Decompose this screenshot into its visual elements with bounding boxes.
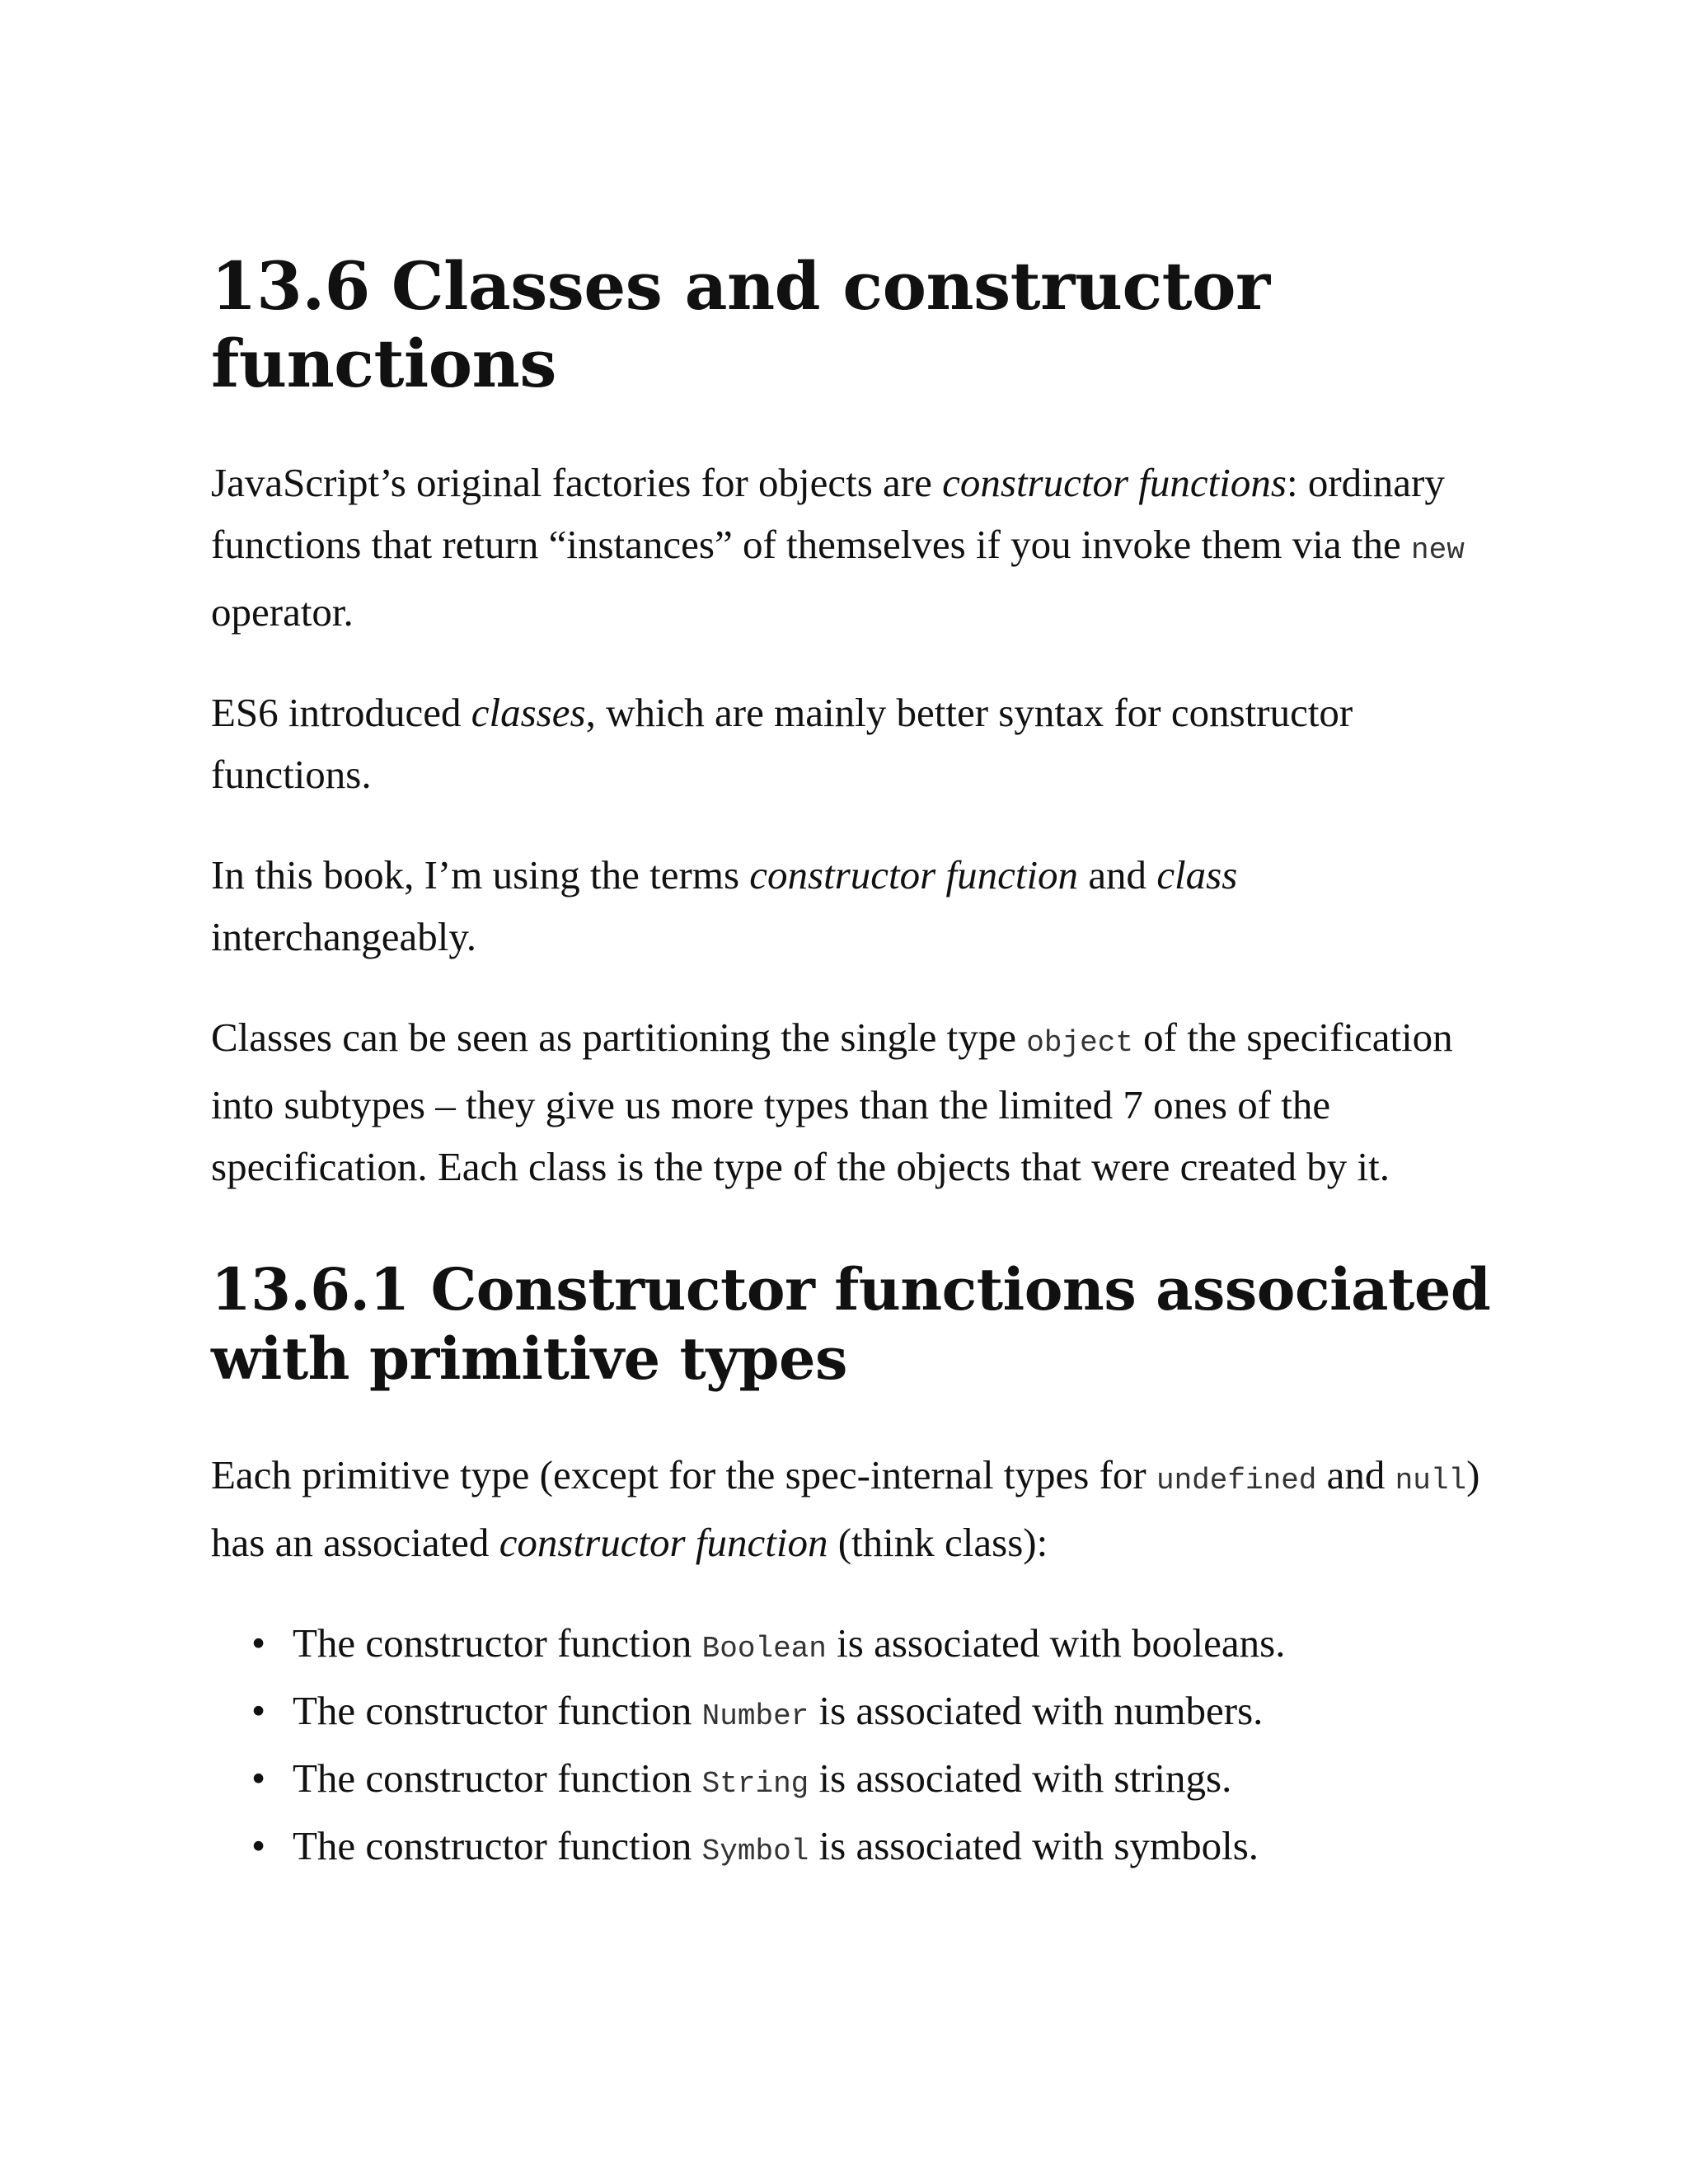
section-heading	[211, 247, 1497, 402]
text-run: Each primitive type (except for the spec-internal types for	[211, 1452, 1156, 1497]
text-run: ) has an associated	[211, 1452, 1480, 1565]
code-symbol: Symbol	[701, 1835, 809, 1868]
subsection-heading	[211, 1255, 1497, 1394]
text-run: (think class):	[828, 1520, 1048, 1565]
text-run: In this book, I’m using the terms	[211, 852, 750, 898]
text-run: of the specification into subtypes – they give us more types than the limited 7 ones of the specification. Each class is the type of the objects that were created by it.	[211, 1015, 1453, 1189]
emphasis-constructor-functions: constructor functions	[942, 460, 1287, 505]
text-run: is associated with strings.	[809, 1755, 1232, 1801]
paragraph-es6-classes	[211, 682, 1497, 805]
code-null: null	[1395, 1464, 1467, 1497]
constructor-list	[211, 1612, 1497, 1882]
text-run: is associated with symbols.	[809, 1823, 1259, 1868]
paragraph-constructor-functions	[211, 452, 1497, 643]
text-run: The constructor function	[293, 1620, 702, 1666]
text-run: Classes can be seen as partitioning the single type	[211, 1015, 1027, 1060]
text-run: , which are mainly better syntax for constructor functions.	[211, 690, 1353, 797]
bullet-icon: •	[251, 1620, 266, 1666]
list-item	[251, 1612, 1497, 1680]
text-run: and	[1316, 1452, 1395, 1497]
text-run: is associated with booleans.	[826, 1620, 1286, 1666]
text-run: ES6 introduced	[211, 690, 471, 735]
subsection-title: Constructor functions associated with primitive types	[211, 1255, 1491, 1393]
text-run: : ordinary functions that return “instances” of themselves if you invoke them via the	[211, 460, 1445, 567]
list-item	[251, 1815, 1497, 1882]
section-title: Classes and constructor functions	[211, 247, 1270, 402]
code-new: new	[1410, 533, 1465, 567]
text-run: The constructor function	[293, 1823, 702, 1868]
emphasis-classes: classes	[471, 690, 586, 735]
code-undefined: undefined	[1156, 1464, 1317, 1497]
bullet-icon: •	[251, 1755, 266, 1801]
emphasis-constructor-function: constructor function	[499, 1520, 828, 1565]
text-run: JavaScript’s original factories for objects are	[211, 460, 943, 505]
paragraph-terms	[211, 844, 1497, 968]
text-run: and	[1078, 852, 1157, 898]
code-string: String	[701, 1767, 809, 1801]
bullet-icon: •	[251, 1823, 266, 1868]
subsection-number: 13.6.1	[211, 1255, 410, 1324]
section-number: 13.6	[211, 247, 370, 325]
code-number: Number	[701, 1699, 809, 1733]
text-run: operator.	[211, 589, 354, 635]
text-run: The constructor function	[293, 1755, 702, 1801]
code-object: object	[1026, 1026, 1133, 1060]
list-item	[251, 1747, 1497, 1815]
code-boolean: Boolean	[701, 1632, 827, 1666]
paragraph-partitioning	[211, 1006, 1497, 1197]
emphasis-constructor-function: constructor function	[749, 852, 1079, 898]
text-run: The constructor function	[293, 1688, 702, 1733]
text-run: interchangeably.	[211, 914, 476, 959]
text-run: is associated with numbers.	[809, 1688, 1264, 1733]
emphasis-class: class	[1156, 852, 1238, 898]
bullet-icon: •	[251, 1688, 266, 1733]
list-item	[251, 1680, 1497, 1747]
paragraph-primitive-types	[211, 1444, 1497, 1573]
document-page	[211, 247, 1497, 1882]
